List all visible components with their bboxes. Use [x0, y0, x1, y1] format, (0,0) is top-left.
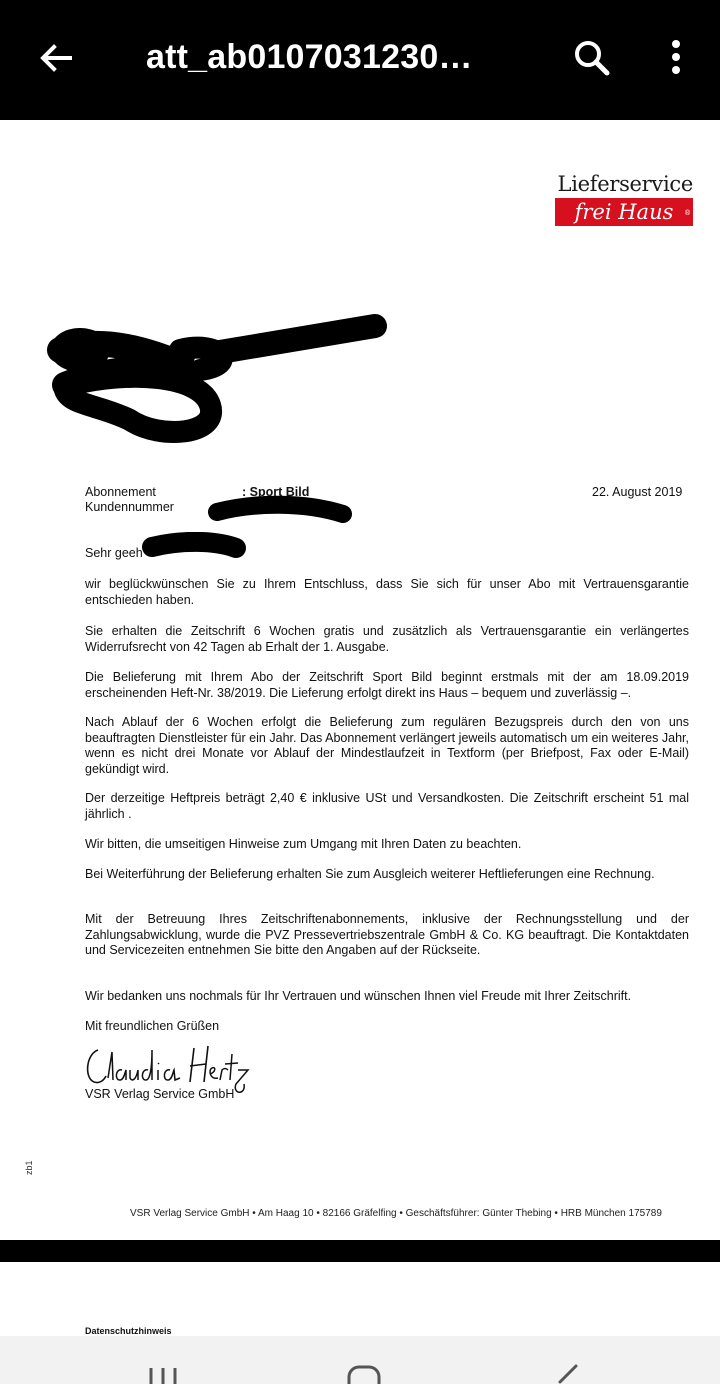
arrow-left-icon[interactable] — [34, 36, 78, 80]
back-nav-icon[interactable] — [548, 1364, 582, 1384]
system-nav-bar — [0, 1336, 720, 1384]
paragraph-2: Sie erhalten die Zeitschrift 6 Wochen gratis und zusätzlich als Vertrauensgarantie ein verlängertes Widerrufsrecht von 42 Tagen ab Erhalt der 1. Ausgabe. — [85, 624, 689, 654]
logo-line2-box — [555, 198, 693, 226]
closing: Mit freundlichen Grüßen — [85, 1019, 220, 1033]
paragraph-4: Nach Ablauf der 6 Wochen erfolgt die Belieferung zum regulären Bezugspreis durch den von uns beauftragten Dienstleister für ein Jahr. Das Abonnement verlängert jeweils automatisch um ein weiteres Jahr, wenn es nicht drei Monate vor Ablauf der Mindestlaufzeit in Textform (per Briefpost, Fax oder E-Mail) gekündigt wird. — [85, 715, 689, 776]
address-redaction — [40, 310, 390, 460]
letter-footer: VSR Verlag Service GmbH • Am Haag 10 • 82166 Gräfelfing • Geschäftsführer: Günter Thebing • HRB München 175789 — [130, 1208, 662, 1219]
document-title: att_ab0107031230… — [146, 38, 473, 76]
side-code: zb1 — [24, 1160, 34, 1175]
salutation-redaction — [140, 532, 250, 562]
search-icon[interactable] — [570, 36, 614, 80]
subscription-value: : Sport Bild — [242, 485, 310, 499]
paragraph-3: Die Belieferung mit Ihrem Abo der Zeitschrift Sport Bild beginnt erstmals mit der am 18.09.2019 erscheinenden Heft-Nr. 38/2019. Die Lieferung erfolgt direkt ins Haus – bequem und zuverlässig –. — [85, 670, 689, 700]
paragraph-1: wir beglückwünschen Sie zu Ihrem Entschluss, dass Sie sich für unser Abo mit Vertrauensgarantie entschieden haben. — [85, 577, 689, 607]
customer-number-redaction — [205, 494, 355, 528]
paragraph-5: Der derzeitige Heftpreis beträgt 2,40 € inklusive USt und Versandkosten. Die Zeitschrift erscheint 51 mal jährlich . — [85, 791, 689, 821]
paragraph-9: Wir bedanken uns nochmals für Ihr Vertrauen und wünschen Ihnen viel Freude mit Ihrer Zeitschrift. — [85, 989, 632, 1003]
page-divider — [0, 1240, 720, 1262]
document-page — [0, 120, 720, 1240]
paragraph-7: Bei Weiterführung der Belieferung erhalten Sie zum Ausgleich weiterer Heftlieferungen eine Rechnung. — [85, 867, 655, 881]
app-bar — [0, 0, 720, 120]
home-icon[interactable] — [344, 1364, 384, 1384]
meta-label-subscription: Abonnement — [85, 485, 156, 499]
logo-line1: Lieferservice — [557, 172, 693, 196]
more-vert-icon[interactable] — [656, 36, 696, 80]
salutation: Sehr geeh — [85, 546, 143, 560]
logo-line2: frei Haus — [574, 200, 674, 224]
paragraph-8: Mit der Betreuung Ihres Zeitschriftenabonnements, inklusive der Rechnungsstellung und der Zahlungsabwicklung, wurde die PVZ Pressevertriebszentrale GmbH & Co. KG beauftragt. Die Kontaktdaten und Servicezeiten entnehmen Sie bitte den Angaben auf der Rückseite. — [85, 912, 689, 957]
letter-date: 22. August 2019 — [592, 485, 683, 499]
privacy-heading: Datenschutzhinweis — [85, 1326, 172, 1336]
meta-label-customer-number: Kundennummer — [85, 500, 174, 514]
lieferservice-logo — [555, 172, 693, 226]
sender-name: VSR Verlag Service GmbH — [85, 1087, 235, 1101]
logo-registered-mark: ® — [684, 209, 691, 217]
paragraph-6: Wir bitten, die umseitigen Hinweise zum Umgang mit Ihren Daten zu beachten. — [85, 837, 522, 851]
recent-apps-icon[interactable] — [146, 1364, 180, 1384]
